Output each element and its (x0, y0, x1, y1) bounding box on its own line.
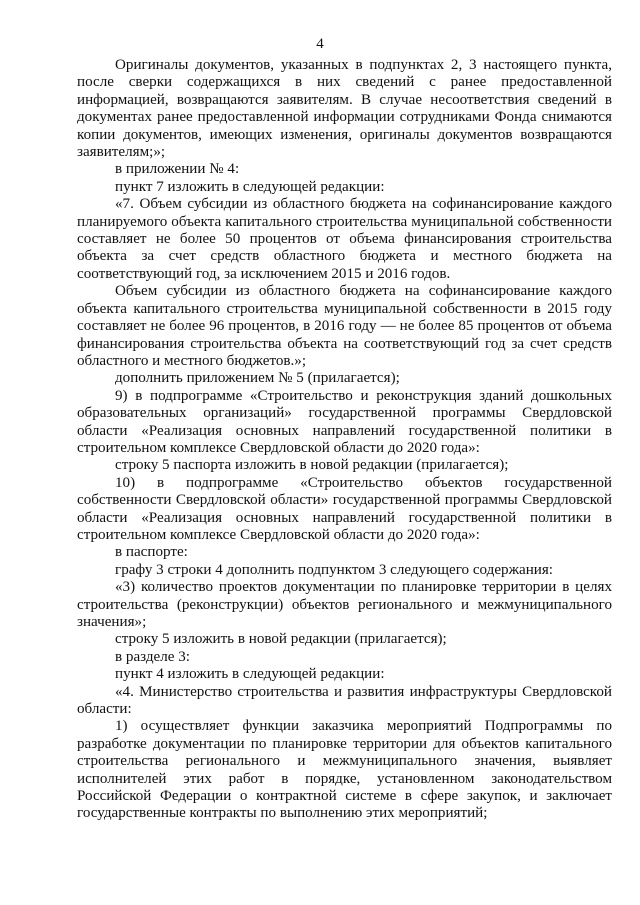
paragraph: Оригиналы документов, указанных в подпунктах 2, 3 настоящего пункта, после сверки содержащихся в них сведений с ранее предоставленной информацией, возвращаются заявителям. В случае несоответствия сведений в документах ранее предоставленной информации сотрудниками Фонда снимаются копии документов, имеющих изменения, оригиналы документов возвращаются заявителям;»; (77, 57, 612, 161)
paragraph: 1) осуществляет функции заказчика мероприятий Подпрограммы по разработке документации по планировке территории для объектов капитального строительства регионального и межмуниципального значения, выявляет исполнителей этих работ в порядке, установленном законодательством Российской Федерации о контрактной системе в сфере закупок, и заключает государственные контракты по выполнению этих мероприятий; (77, 718, 612, 822)
paragraph: «7. Объем субсидии из областного бюджета на софинансирование каждого планируемого объекта капитального строительства муниципальной собственности составляет не более 50 процентов от объема финансирования строительства объекта за счет средств областного бюджета и местного бюджета на соответствующий год, за исключением 2015 и 2016 годов. (77, 196, 612, 282)
paragraph: дополнить приложением № 5 (прилагается); (115, 370, 400, 387)
paragraph: пункт 7 изложить в следующей редакции: (115, 178, 385, 195)
paragraph: в приложении № 4: (115, 161, 240, 178)
paragraph: 9) в подпрограмме «Строительство и реконструкция зданий дошкольных образовательных организаций» государственной программы Свердловской области «Реализация основных направлений государственной политики в строительном комплексе Свердловской области до 2020 года»: (77, 387, 612, 456)
paragraph: строку 5 изложить в новой редакции (прилагается); (115, 631, 447, 648)
paragraph: графу 3 строки 4 дополнить подпунктом 3 следующего содержания: (115, 561, 554, 578)
document-body (77, 57, 612, 823)
paragraph: Объем субсидии из областного бюджета на софинансирование каждого объекта капитального строительства муниципальной собственности в 2015 году составляет не более 96 процентов, в 2016 году — не более 85 процентов от объема финансирования строительства объекта на соответствующий год за счет средств областного и местного бюджетов.»; (77, 283, 612, 369)
paragraph: «4. Министерство строительства и развития инфраструктуры Свердловской области: (77, 683, 612, 718)
paragraph: строку 5 паспорта изложить в новой редакции (прилагается); (115, 457, 509, 474)
paragraph: пункт 4 изложить в следующей редакции: (115, 666, 385, 683)
paragraph: в разделе 3: (115, 648, 190, 665)
paragraph: 10) в подпрограмме «Строительство объектов государственной собственности Свердловской области» государственной программы Свердловской области «Реализация основных направлений государственной политики в строительном комплексе Свердловской области до 2020 года»: (77, 474, 612, 543)
paragraph: в паспорте: (115, 544, 188, 561)
page-number: 4 (316, 36, 324, 52)
paragraph: «3) количество проектов документации по планировке территории в целях строительства (реконструкции) объектов регионального и межмуниципального значения»; (77, 579, 612, 630)
